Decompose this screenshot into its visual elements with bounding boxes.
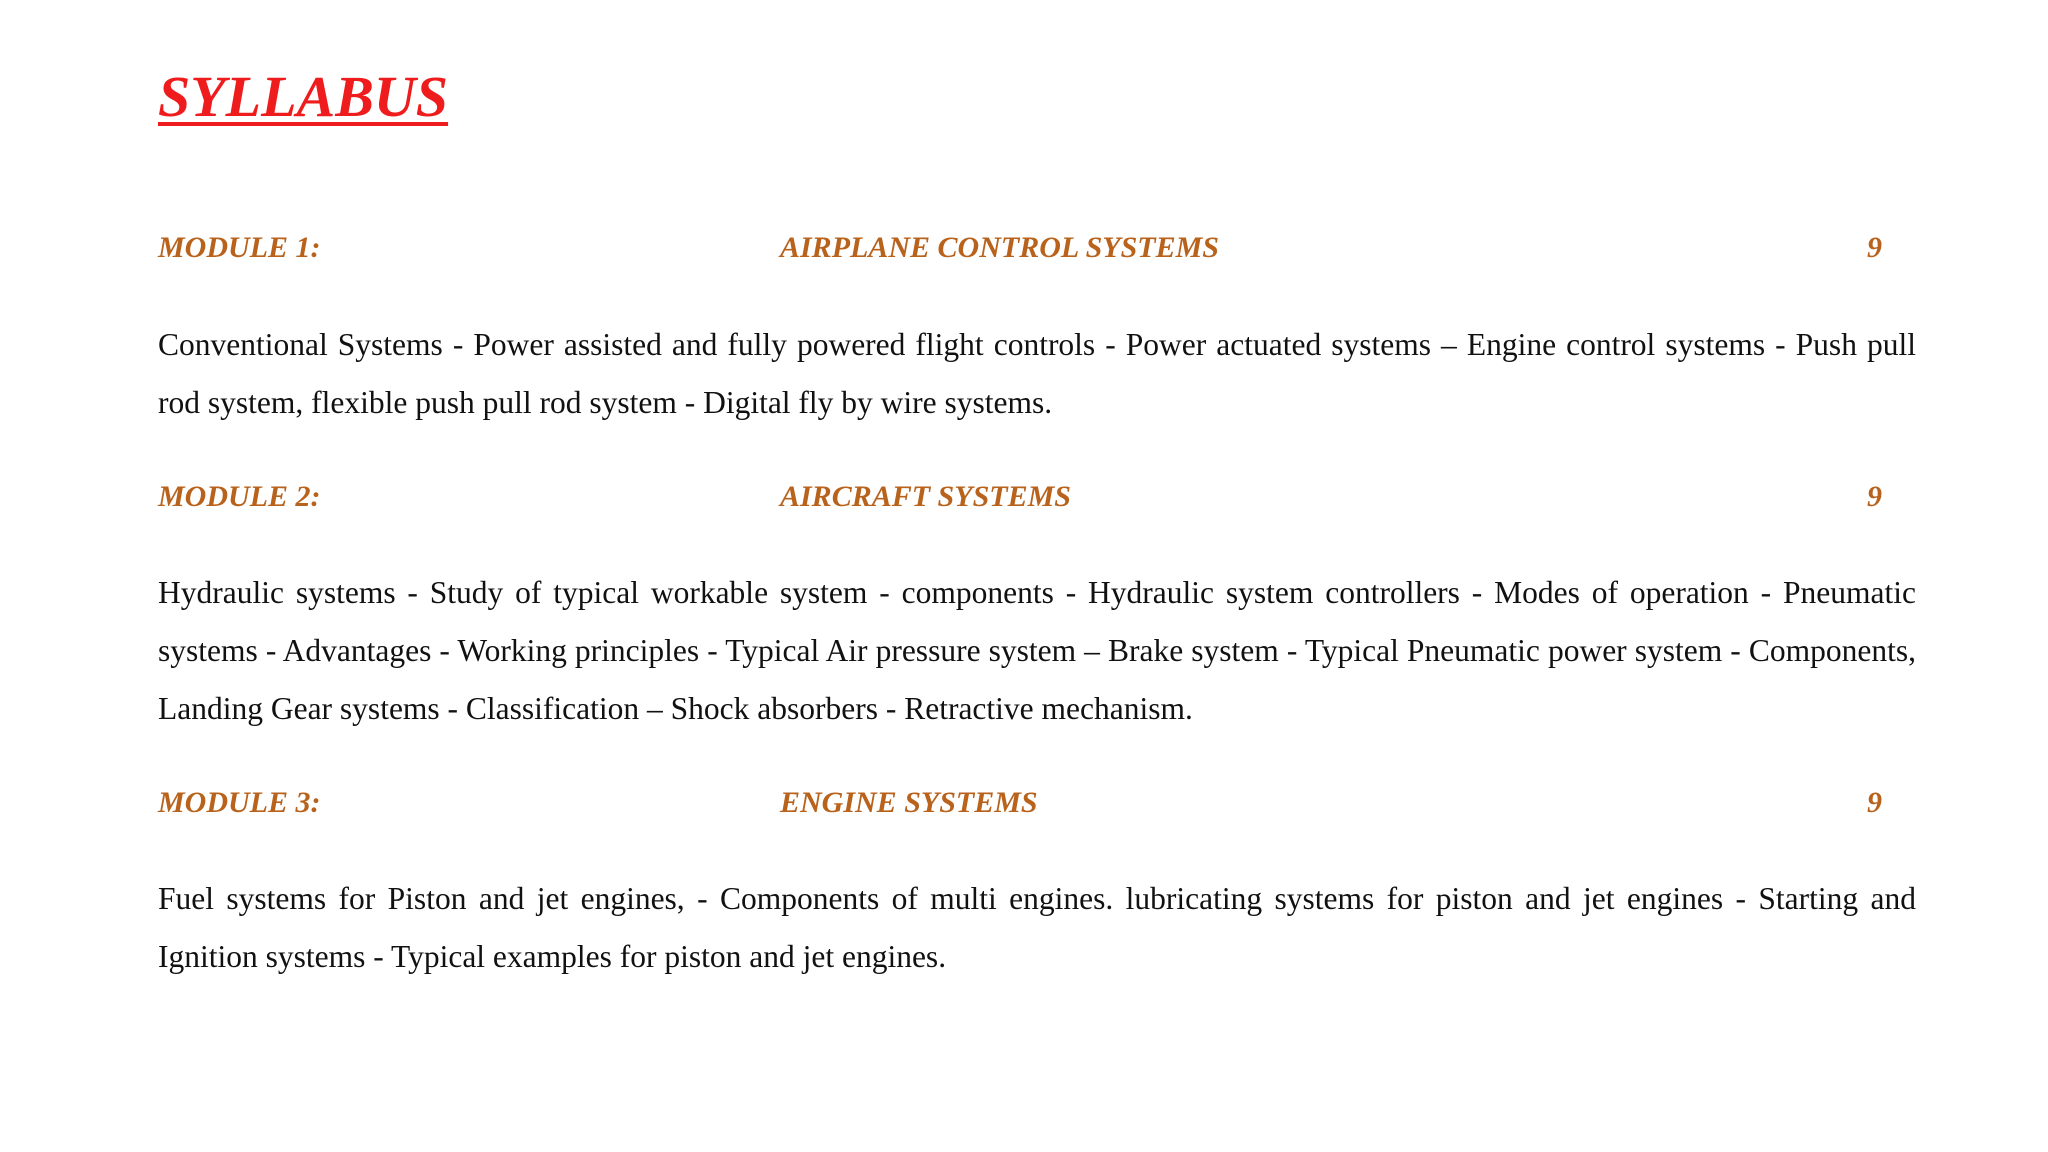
module-1-label: MODULE 1:	[158, 231, 321, 264]
module-3-hours: 9	[1867, 786, 1882, 819]
module-3-header	[158, 783, 1906, 823]
module-2-title: AIRCRAFT SYSTEMS	[780, 480, 1071, 513]
module-3-description: Fuel systems for Piston and jet engines, - Components of multi engines. lubricating systems for piston and jet engines - Starting and Ignition systems - Typical examples for piston and jet engines.	[158, 881, 1916, 974]
module-2-header	[158, 477, 1906, 517]
module-2-label: MODULE 2:	[158, 480, 321, 513]
module-2-hours: 9	[1867, 480, 1882, 513]
module-1-header	[158, 228, 1906, 268]
module-1-description: Conventional Systems - Power assisted and fully powered flight controls - Power actuated systems – Engine control systems - Push pull rod system, flexible push pull rod system - Digital fly by wire systems.	[158, 327, 1916, 420]
module-1-title: AIRPLANE CONTROL SYSTEMS	[780, 231, 1219, 264]
module-3-label: MODULE 3:	[158, 786, 321, 819]
page-title: SYLLABUS	[158, 64, 449, 129]
module-1-hours: 9	[1867, 231, 1882, 264]
module-3-title: ENGINE SYSTEMS	[780, 786, 1038, 819]
module-2-description: Hydraulic systems - Study of typical workable system - components - Hydraulic system controllers - Modes of operation - Pneumatic systems - Advantages - Working principles - Typical Air pressure system – Brake system - Typical Pneumatic power system - Components, Landing Gear systems - Classification – Shock absorbers - Retractive mechanism.	[158, 575, 1916, 726]
